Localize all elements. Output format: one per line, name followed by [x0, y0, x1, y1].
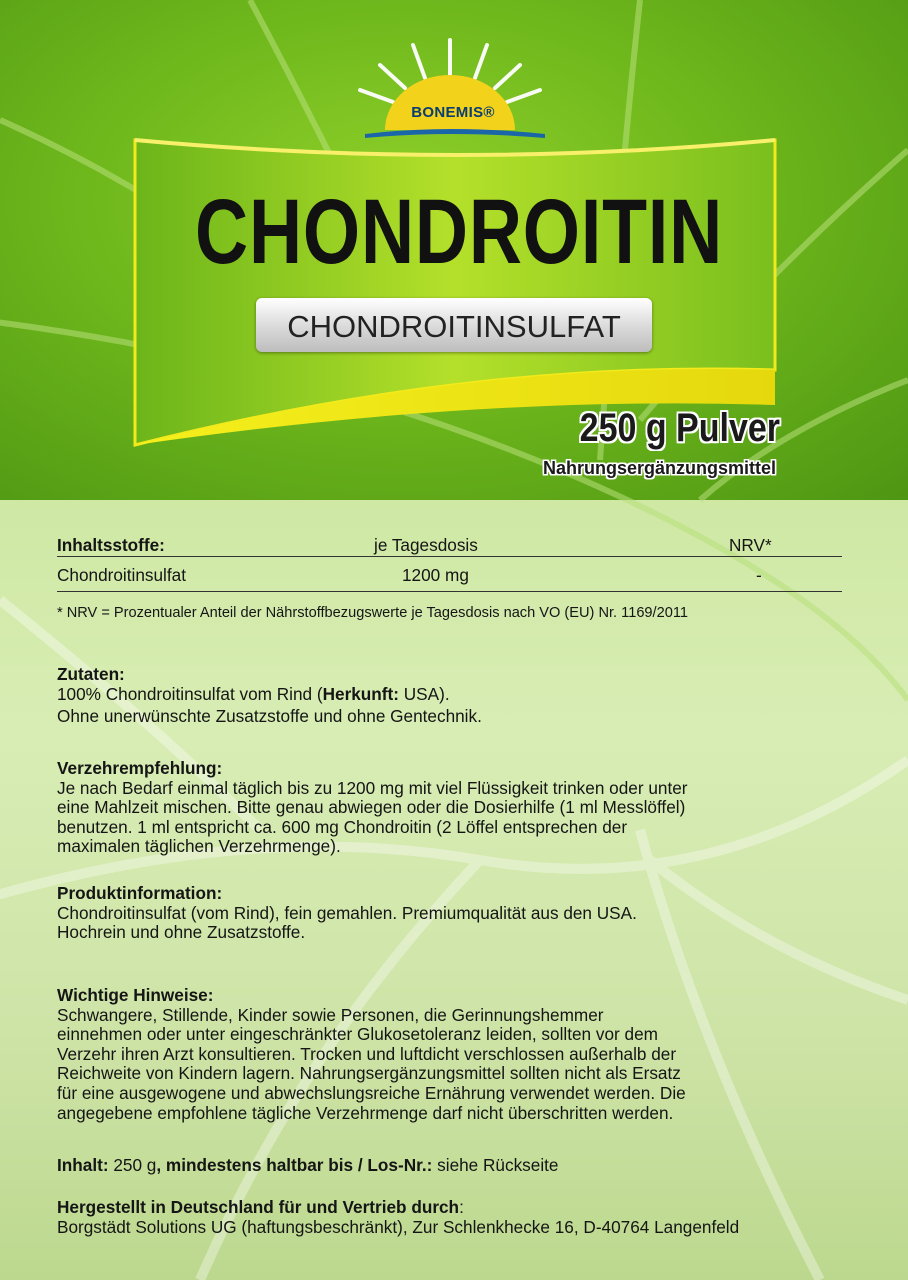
produkt-line: Hochrein und ohne Zusatzstoffe.: [57, 922, 306, 943]
hinweise-line: einnehmen oder unter eingeschränkter Glukosetoleranz leiden, sollten vor dem: [57, 1024, 658, 1045]
nrv-footnote: * NRV = Prozentualer Anteil der Nährstoffbezugswerte je Tagesdosis nach VO (EU) Nr. 1169/2011: [57, 605, 688, 621]
section-verzehr: [57, 759, 847, 857]
section-produktinfo: [57, 884, 847, 943]
hinweise-line: Reichweite von Kindern lagern. Nahrungsergänzungsmittel sollten nicht als Ersatz: [57, 1063, 681, 1084]
zutaten-origin: USA).: [398, 683, 450, 704]
verzehr-heading: Verzehrempfehlung:: [57, 758, 223, 778]
hersteller-line: [57, 1198, 847, 1218]
hersteller-label: Hergestellt in Deutschland für und Vertrieb durch: [57, 1197, 460, 1217]
table-header-nrv: NRV*: [729, 535, 772, 555]
hersteller-colon: :: [459, 1197, 464, 1217]
product-subtitle: CHONDROITINSULFAT: [287, 309, 621, 344]
hinweise-line: angegebene empfohlene tägliche Verzehrmenge darf nicht überschritten werden.: [57, 1102, 674, 1123]
haltbar-label: , mindestens haltbar bis / Los-Nr.:: [156, 1155, 433, 1175]
product-type: Nahrungsergänzungsmittel: [542, 458, 776, 478]
section-inhalt: [57, 1156, 847, 1176]
brand-logo-text: BONEMIS®: [411, 104, 495, 121]
section-hinweise: [57, 986, 847, 1123]
table-cell-ingredient: Chondroitinsulfat: [57, 565, 186, 585]
table-cell-dose: 1200 mg: [402, 565, 469, 585]
hersteller-address: Borgstädt Solutions UG (haftungsbeschränkt), Zur Schlenkhecke 16, D-40764 Langenfeld: [57, 1216, 740, 1237]
table-header-ingredient: Inhaltsstoffe:: [57, 535, 165, 555]
inhalt-line: [57, 1156, 847, 1176]
product-title: CHONDROITIN: [195, 181, 724, 283]
inhalt-label: Inhalt:: [57, 1155, 109, 1175]
inhalt-value: 250 g: [108, 1155, 157, 1175]
verzehr-line: eine Mahlzeit mischen. Bitte genau abwiegen oder die Dosierhilfe (1 ml Messlöffel): [57, 797, 686, 818]
hinweise-line: für eine ausgewogene und abwechslungsreiche Ernährung verwendet werden. Die: [57, 1082, 686, 1103]
table-header-divider: [57, 556, 842, 557]
table-bottom-divider: [57, 591, 842, 592]
hinweise-line: Verzehr ihren Arzt konsultieren. Trocken und luftdicht verschlossen außerhalb der: [57, 1043, 677, 1064]
zutaten-line-2: Ohne unerwünschte Zusatzstoffe und ohne Gentechnik.: [57, 706, 482, 727]
zutaten-origin-label: Herkunft:: [322, 683, 399, 704]
section-hersteller: [57, 1198, 847, 1237]
verzehr-line: benutzen. 1 ml entspricht ca. 600 mg Chondroitin (2 Löffel entsprechen der: [57, 816, 628, 837]
package-size: 250 g Pulver: [579, 406, 780, 450]
label-content: [57, 535, 847, 1237]
section-zutaten: [57, 665, 847, 727]
bonemis-sun-logo: [345, 20, 555, 145]
zutaten-line-1: [57, 685, 847, 705]
hinweise-heading: Wichtige Hinweise:: [57, 985, 214, 1005]
produkt-heading: Produktinformation:: [57, 883, 223, 903]
produkt-line: Chondroitinsulfat (vom Rind), fein gemahlen. Premiumqualität aus den USA.: [57, 902, 637, 923]
haltbar-value: siehe Rückseite: [432, 1155, 559, 1175]
table-cell-nrv: -: [756, 565, 762, 585]
verzehr-line: Je nach Bedarf einmal täglich bis zu 1200 mg mit viel Flüssigkeit trinken oder unter: [57, 777, 688, 798]
verzehr-line: maximalen täglichen Verzehrmenge).: [57, 836, 341, 857]
table-header-dose: je Tagesdosis: [374, 535, 478, 555]
nutrient-table: [57, 536, 842, 592]
zutaten-text: 100% Chondroitinsulfat vom Rind (: [57, 683, 323, 704]
zutaten-heading: Zutaten:: [57, 664, 125, 684]
hinweise-line: Schwangere, Stillende, Kinder sowie Personen, die Gerinnungshemmer: [57, 1004, 604, 1025]
